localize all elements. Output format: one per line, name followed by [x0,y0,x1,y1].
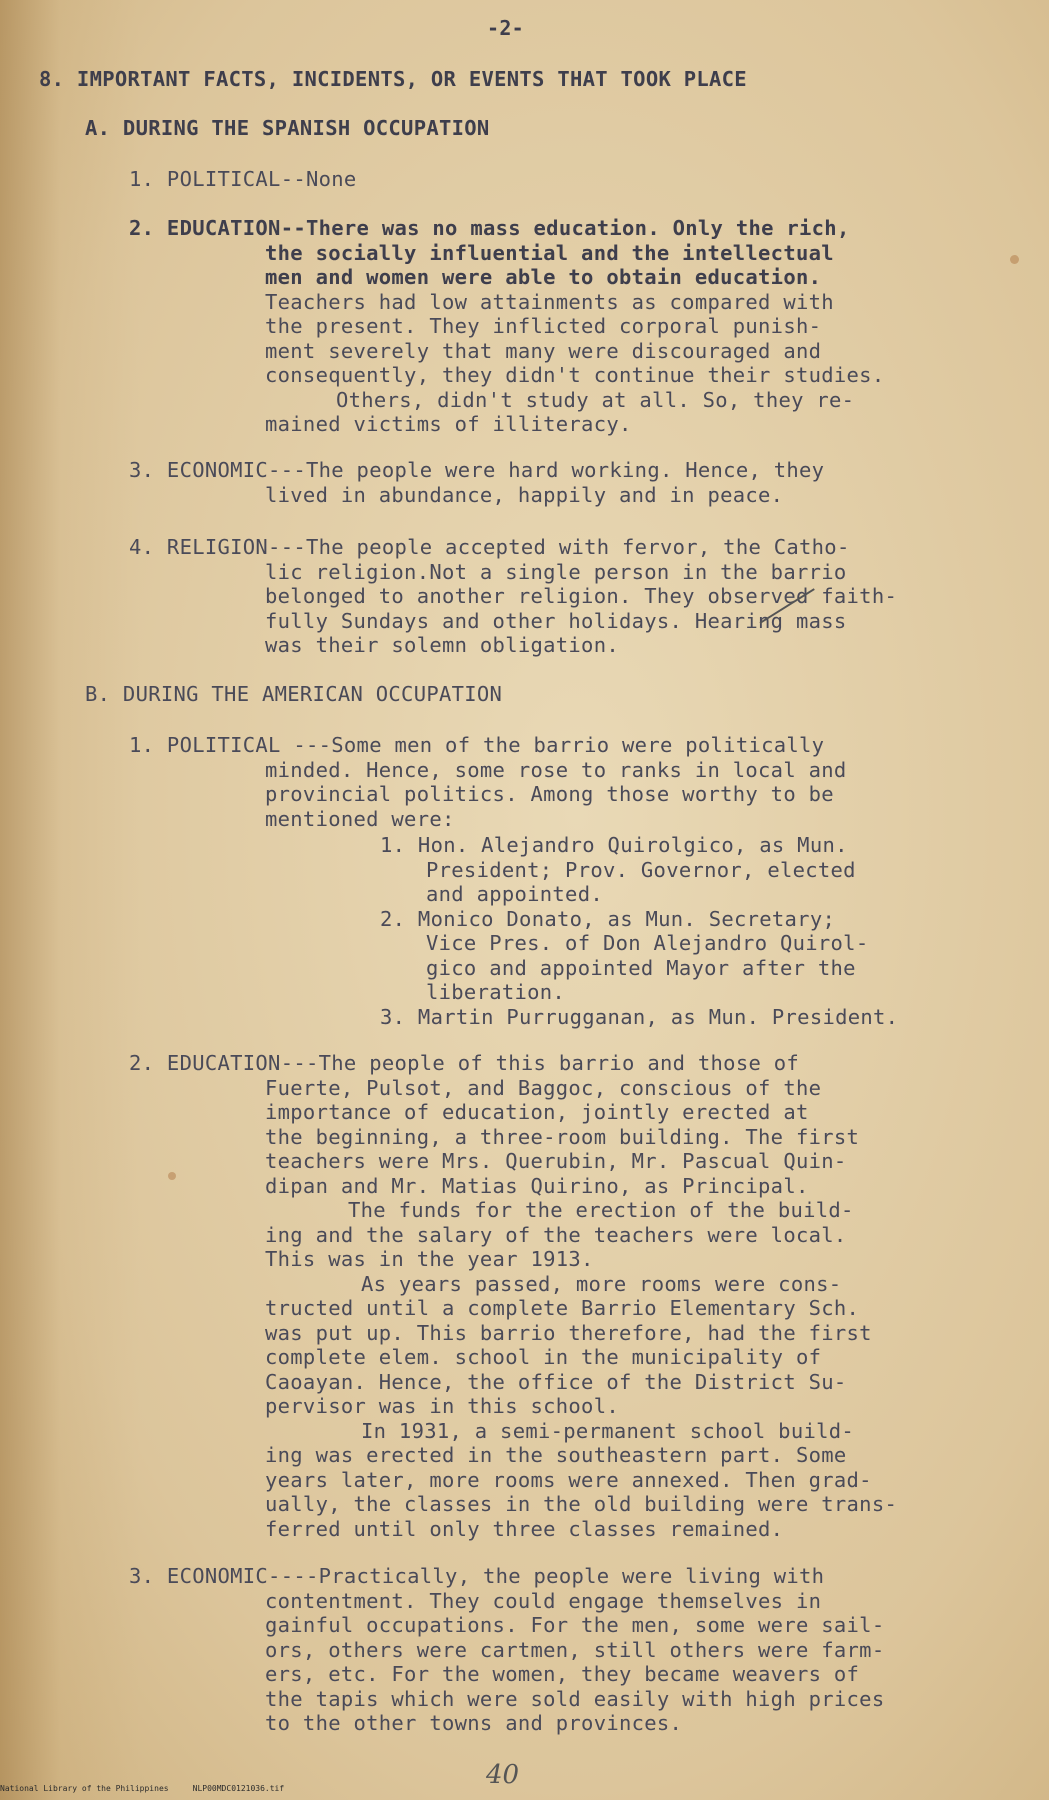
stain-spot [1010,255,1019,264]
paragraph-line: dipan and Mr. Matias Quirino, as Principal. [265,1173,809,1198]
paragraph-line: 2. EDUCATION--There was no mass education. Only the rich, [129,216,850,240]
section-b-title: B. DURING THE AMERICAN OCCUPATION [85,682,503,706]
list-item: and appointed. [426,882,603,906]
paragraph-line: mained victims of illiteracy. [265,412,632,436]
list-item: Vice Pres. of Don Alejandro Quirol- [426,931,869,955]
paragraph-line: the tapis which were sold easily with high prices [265,1686,885,1711]
paragraph-line: 1. POLITICAL ---Some men of the barrio were politically [129,733,825,757]
paragraph-line: was put up. This barrio therefore, had the first [265,1320,872,1345]
paragraph-line: to the other towns and provinces. [265,1711,683,1735]
section-a-item-education [129,216,885,437]
paragraph-line: pervisor was in this school. [265,1394,619,1418]
paragraph-line: 1. POLITICAL--None [129,167,357,191]
section-b-item-education [129,1051,898,1541]
section-heading: 8. IMPORTANT FACTS, INCIDENTS, OR EVENTS THAT TOOK PLACE [39,67,747,91]
paragraph-line: ually, the classes in the old building were trans- [265,1492,898,1516]
paragraph-line: teachers were Mrs. Querubin, Mr. Pascual Quin- [265,1149,847,1173]
paragraph-line: ing and the salary of the teachers were local. [265,1222,847,1247]
paragraph-line: gainful occupations. For the men, some were sail- [265,1613,885,1637]
paragraph-line: ers, etc. For the women, they became weavers of [265,1662,860,1686]
section-a-item-economic [129,458,824,507]
paragraph-line: lived in abundance, happily and in peace. [265,482,784,507]
handwritten-page-number: 40 [486,1760,520,1790]
paragraph-line: Others, didn't study at all. So, they re- [336,387,855,412]
paragraph-line: ment severely that many were discouraged and [265,338,822,363]
paragraph-line: minded. Hence, some rose to ranks in local and [265,757,847,782]
section-a-item-political [129,167,357,192]
list-item: liberation. [426,980,566,1004]
paragraph-line: This was in the year 1913. [265,1247,594,1271]
paragraph-line: In 1931, a semi-permanent school build- [361,1418,855,1443]
paragraph-line: 2. EDUCATION---The people of this barrio and those of [129,1051,800,1075]
paragraph-line: Caoayan. Hence, the office of the District Su- [265,1369,847,1394]
paragraph-line: The funds for the erection of the build- [348,1198,854,1222]
paragraph-line: mentioned were: [265,806,455,831]
paragraph-line: belonged to another religion. They observed faith- [265,584,898,608]
paragraph-line: importance of education, jointly erected at [265,1100,809,1124]
paragraph-line: ing was erected in the southeastern part. Some [265,1443,847,1467]
paragraph-line: the beginning, a three-room building. The first [265,1124,860,1149]
paragraph-line: years later, more rooms were annexed. Then grad- [265,1467,872,1492]
paragraph-line: As years passed, more rooms were cons- [361,1271,842,1296]
list-item: 3. Martin Purrugganan, as Mun. President. [380,1004,899,1029]
paragraph-line: fully Sundays and other holidays. Hearing mass [265,608,847,633]
paragraph-line: tructed until a complete Barrio Elementary Sch. [265,1296,860,1320]
page-number: -2- [487,16,525,40]
list-item: President; Prov. Governor, elected [426,857,856,882]
paragraph-line: ors, others were cartmen, still others were farm- [265,1637,885,1662]
section-b-item-economic [129,1564,885,1736]
paragraph-line: the socially influential and the intellectual [265,240,834,265]
paragraph-line: men and women were able to obtain education. [265,265,822,289]
section-a-title: A. DURING THE SPANISH OCCUPATION [85,116,490,140]
section-b-politicians-list [380,833,898,1029]
list-item: 2. Monico Donato, as Mun. Secretary; [380,906,836,931]
section-a-item-religion [129,535,898,658]
paragraph-line: consequently, they didn't continue their studies. [265,363,885,387]
paragraph-line: lic religion.Not a single person in the barrio [265,559,847,584]
paragraph-line: 3. ECONOMIC----Practically, the people were living with [129,1564,825,1588]
paragraph-line: 4. RELIGION---The people accepted with fervor, the Catho- [129,535,850,559]
list-item: gico and appointed Mayor after the [426,955,856,980]
paragraph-line: the present. They inflicted corporal punish- [265,314,822,338]
section-b-item-political [129,733,847,831]
paragraph-line: was their solemn obligation. [265,633,619,657]
paragraph-line: Teachers had low attainments as compared with [265,289,834,314]
list-item: 1. Hon. Alejandro Quirolgico, as Mun. [380,833,848,857]
paragraph-line: complete elem. school in the municipality of [265,1345,822,1369]
paragraph-line: 3. ECONOMIC---The people were hard working. Hence, they [129,458,825,482]
paragraph-line: provincial politics. Among those worthy to be [265,782,834,806]
paragraph-line: contentment. They could engage themselves in [265,1588,822,1613]
paragraph-line: Fuerte, Pulsot, and Baggoc, conscious of the [265,1075,822,1100]
paragraph-line: ferred until only three classes remained. [265,1516,784,1541]
archive-footer: National Library of the Philippines NLP00MDC0121036.tif [0,1784,285,1793]
